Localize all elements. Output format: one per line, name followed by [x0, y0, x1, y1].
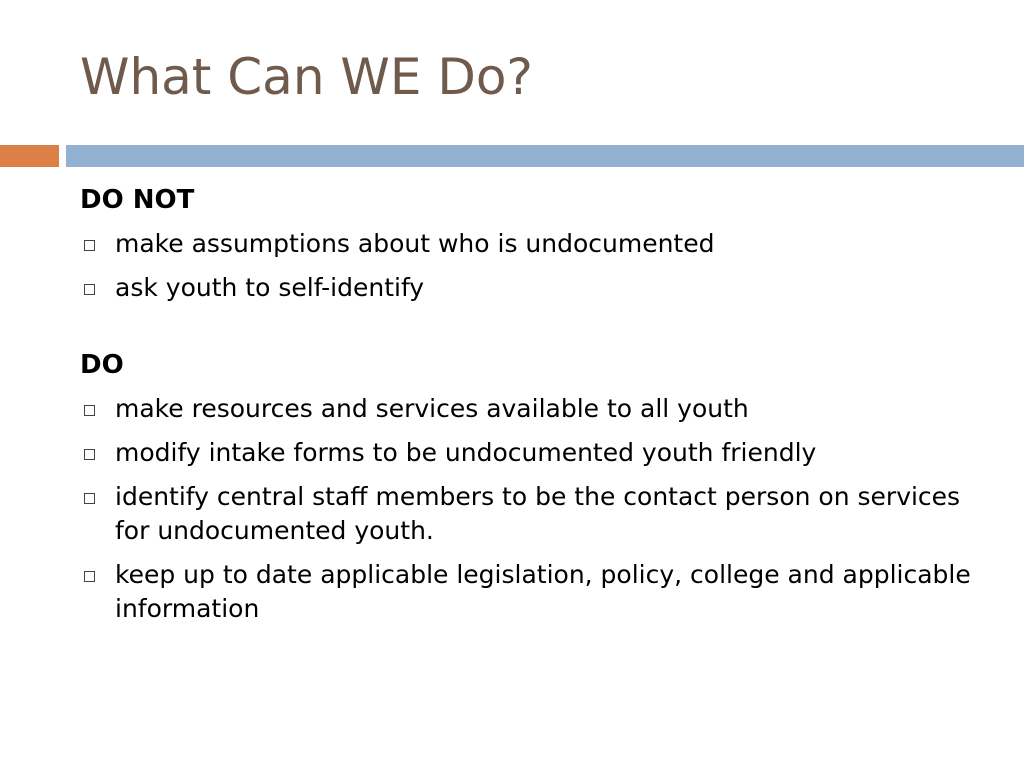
- slide-title: What Can WE Do?: [80, 48, 533, 106]
- list-item: [80, 558, 980, 626]
- hollow-square-icon: [84, 284, 95, 295]
- do-list: [80, 392, 980, 626]
- list-item-text: modify intake forms to be undocumented youth friendly: [115, 438, 817, 467]
- list-item: [80, 271, 980, 305]
- accent-bar-blue: [66, 145, 1024, 167]
- hollow-square-icon: [84, 571, 95, 582]
- do-not-list: [80, 227, 980, 305]
- list-item: [80, 227, 980, 261]
- list-item-text: identify central staff members to be the contact person on services for undocumented youth.: [115, 482, 961, 545]
- do-heading: DO: [80, 350, 124, 380]
- list-item: [80, 436, 980, 470]
- do-not-heading: DO NOT: [80, 185, 195, 215]
- slide-content: [80, 183, 980, 626]
- hollow-square-icon: [84, 405, 95, 416]
- hollow-square-icon: [84, 240, 95, 251]
- list-item: [80, 392, 980, 426]
- list-item-text: ask youth to self-identify: [115, 273, 425, 302]
- list-item-text: make resources and services available to all youth: [115, 394, 749, 423]
- accent-bar-orange: [0, 145, 59, 167]
- hollow-square-icon: [84, 493, 95, 504]
- list-item-text: make assumptions about who is undocumented: [115, 229, 715, 258]
- list-item-text: keep up to date applicable legislation, policy, college and applicable information: [115, 560, 971, 623]
- hollow-square-icon: [84, 449, 95, 460]
- list-item: [80, 480, 980, 548]
- section-spacer: [80, 305, 980, 348]
